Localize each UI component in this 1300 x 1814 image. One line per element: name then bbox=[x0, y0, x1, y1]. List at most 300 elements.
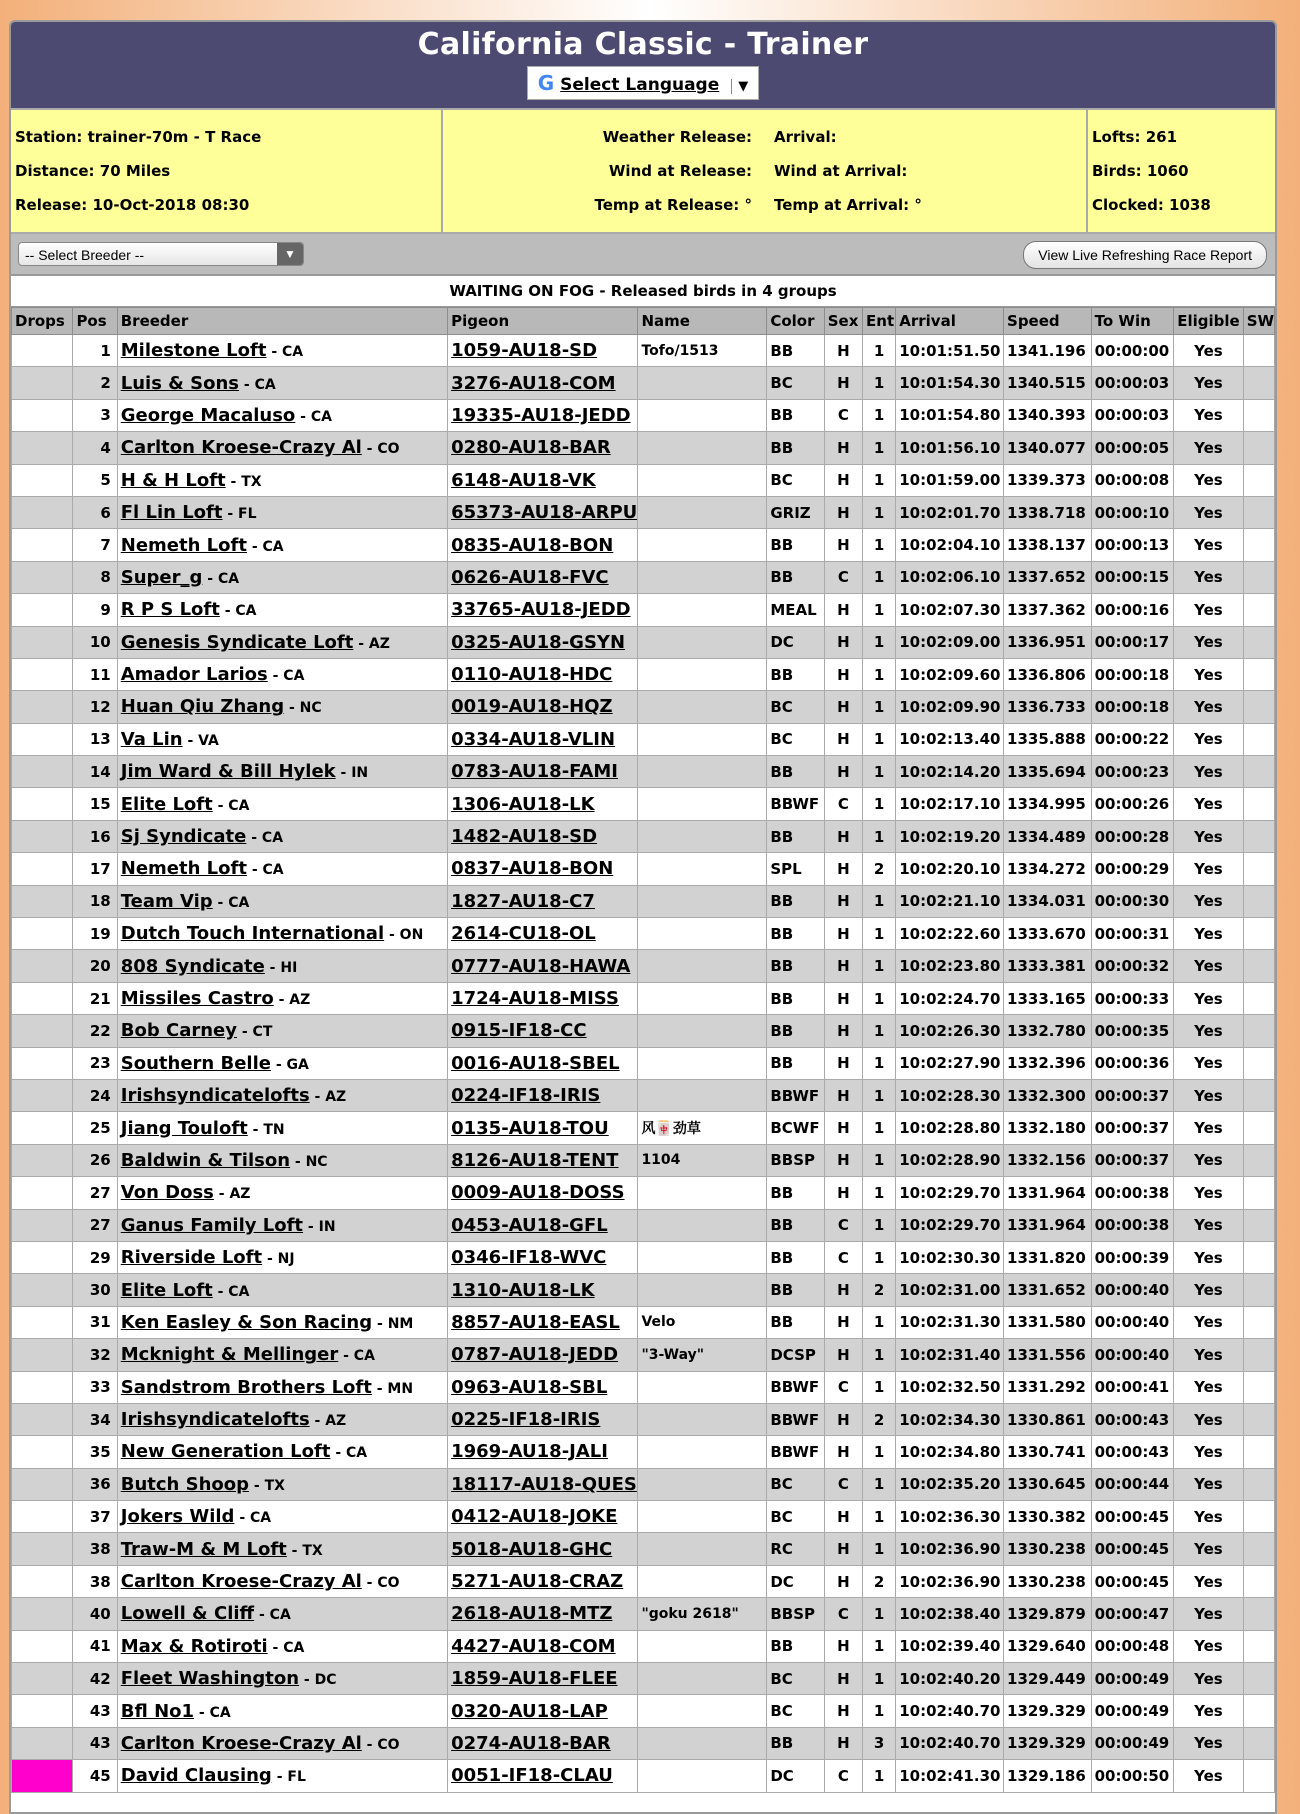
table-row bbox=[12, 1209, 1275, 1241]
position-cell: 12 bbox=[73, 691, 117, 723]
breeder-link[interactable]: Max & Rotiroti bbox=[120, 1635, 268, 1657]
table-row bbox=[12, 399, 1275, 431]
breeder-link[interactable]: Traw-M & M Loft bbox=[120, 1538, 287, 1560]
color-cell: BBWF bbox=[767, 1436, 824, 1468]
breeder-link[interactable]: Huan Qiu Zhang bbox=[120, 696, 285, 718]
entry-cell: 1 bbox=[863, 464, 896, 496]
breeder-cell bbox=[117, 1663, 447, 1695]
eligible-cell: Yes bbox=[1174, 820, 1243, 852]
to-win-cell: 00:00:03 bbox=[1091, 367, 1174, 399]
breeder-cell bbox=[117, 820, 447, 852]
sex-cell: H bbox=[824, 658, 862, 690]
arrival-cell: 10:02:35.20 bbox=[896, 1468, 1004, 1500]
sex-cell: C bbox=[824, 561, 862, 593]
pigeon-cell bbox=[448, 464, 638, 496]
to-win-cell: 00:00:49 bbox=[1091, 1695, 1174, 1727]
arrival-cell: 10:02:30.30 bbox=[896, 1241, 1004, 1273]
pigeon-link[interactable]: 1482-AU18-SD bbox=[451, 826, 598, 848]
eligible-cell: Yes bbox=[1174, 918, 1243, 950]
color-cell: BBWF bbox=[767, 1079, 824, 1111]
color-cell: BC bbox=[767, 367, 824, 399]
google-g-icon: G bbox=[537, 71, 555, 95]
eligible-cell: Yes bbox=[1174, 1598, 1243, 1630]
pigeon-cell bbox=[448, 691, 638, 723]
to-win-cell: 00:00:23 bbox=[1091, 756, 1174, 788]
breeder-state: - CA bbox=[338, 1348, 375, 1365]
position-cell: 15 bbox=[73, 788, 117, 820]
select-breeder-dropdown[interactable] bbox=[18, 242, 304, 266]
arrival-cell: 10:02:14.20 bbox=[896, 756, 1004, 788]
entry-cell: 1 bbox=[863, 788, 896, 820]
table-row bbox=[12, 658, 1275, 690]
pigeon-link[interactable]: 0051-IF18-CLAU bbox=[451, 1765, 613, 1787]
pigeon-link[interactable]: 0626-AU18-FVC bbox=[451, 566, 609, 588]
breeder-link[interactable]: Ken Easley & Son Racing bbox=[120, 1311, 373, 1333]
breeder-state: - TN bbox=[247, 1121, 285, 1138]
race-report-frame bbox=[9, 20, 1277, 1814]
pigeon-link[interactable]: 4427-AU18-COM bbox=[451, 1635, 616, 1657]
breeder-link[interactable]: Sj Syndicate bbox=[120, 826, 247, 848]
arrival-cell: 10:02:36.90 bbox=[896, 1533, 1004, 1565]
name-cell bbox=[638, 1663, 767, 1695]
arrival-cell: 10:02:06.10 bbox=[896, 561, 1004, 593]
position-cell: 35 bbox=[73, 1436, 117, 1468]
breeder-cell bbox=[117, 1630, 447, 1662]
pigeon-link[interactable]: 0009-AU18-DOSS bbox=[451, 1182, 625, 1204]
entry-cell: 1 bbox=[863, 820, 896, 852]
breeder-link[interactable]: Genesis Syndicate Loft bbox=[120, 631, 354, 653]
eligible-cell: Yes bbox=[1174, 1339, 1243, 1371]
pigeon-cell bbox=[448, 1339, 638, 1371]
pigeon-link[interactable]: 5018-AU18-GHC bbox=[451, 1538, 613, 1560]
pigeon-link[interactable]: 1724-AU18-MISS bbox=[451, 988, 619, 1009]
pigeon-link[interactable]: 8857-AU18-EASL bbox=[451, 1311, 620, 1333]
column-header-color: Color bbox=[767, 308, 824, 335]
arrival-cell: 10:02:21.10 bbox=[896, 885, 1004, 917]
pigeon-link[interactable]: 0783-AU18-FAMI bbox=[451, 761, 618, 783]
breeder-state: - CA bbox=[246, 862, 284, 879]
speed-cell: 1330.861 bbox=[1004, 1403, 1092, 1435]
color-cell: BBWF bbox=[767, 1403, 824, 1435]
drops-cell bbox=[12, 1663, 73, 1695]
breeder-cell bbox=[117, 1015, 447, 1047]
breeder-link[interactable]: Bfl No1 bbox=[120, 1700, 195, 1722]
breeder-link[interactable]: Team Vip bbox=[120, 890, 213, 912]
pigeon-link[interactable]: 0274-AU18-BAR bbox=[451, 1732, 611, 1754]
name-cell bbox=[638, 1403, 767, 1435]
column-header-pigeon: Pigeon bbox=[448, 308, 638, 335]
table-row bbox=[12, 1274, 1275, 1306]
color-cell: DCSP bbox=[767, 1339, 824, 1371]
select-language-dropdown[interactable] bbox=[527, 66, 760, 100]
breeder-cell bbox=[117, 496, 447, 528]
pigeon-link[interactable]: 0837-AU18-BON bbox=[451, 858, 614, 880]
birds-count: Birds: 1060 bbox=[1092, 162, 1189, 180]
drops-cell bbox=[12, 853, 73, 885]
pigeon-link[interactable]: 65373-AU18-ARPU bbox=[451, 502, 638, 524]
pigeon-link[interactable]: 0334-AU18-VLIN bbox=[451, 728, 616, 750]
speed-cell: 1339.373 bbox=[1004, 464, 1092, 496]
position-cell: 45 bbox=[73, 1760, 117, 1792]
sex-cell: H bbox=[824, 1403, 862, 1435]
drops-cell bbox=[12, 335, 73, 367]
breeder-cell bbox=[117, 1501, 447, 1533]
sw-cell bbox=[1243, 1079, 1274, 1111]
breeder-link[interactable]: H & H Loft bbox=[120, 469, 226, 491]
pigeon-cell bbox=[448, 399, 638, 431]
entry-cell: 1 bbox=[863, 1436, 896, 1468]
pigeon-link[interactable]: 1059-AU18-SD bbox=[451, 340, 598, 362]
arrival-cell: 10:01:51.50 bbox=[896, 335, 1004, 367]
distance: Distance: 70 Miles bbox=[15, 162, 171, 180]
speed-cell: 1330.382 bbox=[1004, 1501, 1092, 1533]
arrival-weather: Arrival: bbox=[774, 128, 837, 146]
position-cell: 20 bbox=[73, 950, 117, 982]
position-cell: 16 bbox=[73, 820, 117, 852]
breeder-link[interactable]: Mcknight & Mellinger bbox=[120, 1344, 339, 1366]
breeder-link[interactable]: Milestone Loft bbox=[120, 340, 267, 362]
pigeon-link[interactable]: 2618-AU18-MTZ bbox=[451, 1603, 613, 1625]
breeder-state: - CO bbox=[361, 1736, 400, 1753]
race-info-weather bbox=[443, 110, 1088, 232]
drops-cell bbox=[12, 1760, 73, 1792]
table-row bbox=[12, 1015, 1275, 1047]
station: Station: trainer-70m - T Race bbox=[15, 128, 262, 146]
breeder-link[interactable]: Missiles Castro bbox=[120, 988, 274, 1009]
breeder-link[interactable]: Elite Loft bbox=[120, 1279, 213, 1301]
sw-cell bbox=[1243, 496, 1274, 528]
color-cell: BBWF bbox=[767, 788, 824, 820]
pigeon-link[interactable]: 18117-AU18-QUES bbox=[451, 1473, 637, 1495]
pigeon-cell bbox=[448, 1371, 638, 1403]
pigeon-link[interactable]: 0346-IF18-WVC bbox=[451, 1247, 607, 1269]
pigeon-cell bbox=[448, 367, 638, 399]
pigeon-link[interactable]: 0453-AU18-GFL bbox=[451, 1214, 608, 1236]
table-row bbox=[12, 1339, 1275, 1371]
breeder-link[interactable]: Von Doss bbox=[120, 1182, 214, 1204]
pigeon-link[interactable]: 0915-IF18-CC bbox=[451, 1020, 587, 1042]
speed-cell: 1331.556 bbox=[1004, 1339, 1092, 1371]
eligible-cell: Yes bbox=[1174, 1403, 1243, 1435]
color-cell: RC bbox=[767, 1533, 824, 1565]
breeder-link[interactable]: Jim Ward & Bill Hylek bbox=[120, 761, 336, 783]
entry-cell: 1 bbox=[863, 1501, 896, 1533]
pigeon-link[interactable]: 0135-AU18-TOU bbox=[451, 1117, 609, 1139]
pigeon-link[interactable]: 0110-AU18-HDC bbox=[451, 664, 613, 686]
drops-cell bbox=[12, 756, 73, 788]
table-row bbox=[12, 1371, 1275, 1403]
breeder-cell bbox=[117, 1209, 447, 1241]
pigeon-link[interactable]: 1310-AU18-LK bbox=[451, 1279, 595, 1301]
breeder-state: - AZ bbox=[309, 1413, 347, 1430]
arrival-cell: 10:02:40.70 bbox=[896, 1695, 1004, 1727]
breeder-link[interactable]: Fl Lin Loft bbox=[120, 502, 223, 524]
breeder-link[interactable]: R P S Loft bbox=[120, 599, 220, 621]
name-cell bbox=[638, 626, 767, 658]
pigeon-cell bbox=[448, 1727, 638, 1759]
arrival-cell: 10:02:34.80 bbox=[896, 1436, 1004, 1468]
breeder-cell bbox=[117, 1339, 447, 1371]
pigeon-link[interactable]: 0325-AU18-GSYN bbox=[451, 631, 626, 653]
eligible-cell: Yes bbox=[1174, 1015, 1243, 1047]
pigeon-link[interactable]: 0019-AU18-HQZ bbox=[451, 696, 613, 718]
position-cell: 21 bbox=[73, 982, 117, 1014]
drop-marker bbox=[12, 1760, 72, 1791]
breeder-link[interactable]: Baldwin & Tilson bbox=[120, 1149, 291, 1171]
speed-cell: 1331.292 bbox=[1004, 1371, 1092, 1403]
breeder-cell bbox=[117, 1112, 447, 1144]
breeder-cell bbox=[117, 1274, 447, 1306]
breeder-link[interactable]: Jiang Touloft bbox=[120, 1117, 248, 1139]
breeder-link[interactable]: Nemeth Loft bbox=[120, 858, 247, 880]
pigeon-link[interactable]: 1306-AU18-LK bbox=[451, 793, 595, 815]
sw-cell bbox=[1243, 561, 1274, 593]
speed-cell: 1329.329 bbox=[1004, 1695, 1092, 1727]
sw-cell bbox=[1243, 658, 1274, 690]
drops-cell bbox=[12, 658, 73, 690]
entry-cell: 1 bbox=[863, 1630, 896, 1662]
sw-cell bbox=[1243, 1274, 1274, 1306]
breeder-link[interactable]: Lowell & Cliff bbox=[120, 1603, 255, 1625]
breeder-state: - IN bbox=[335, 765, 369, 782]
eligible-cell: Yes bbox=[1174, 1501, 1243, 1533]
to-win-cell: 00:00:13 bbox=[1091, 529, 1174, 561]
eligible-cell: Yes bbox=[1174, 1630, 1243, 1662]
breeder-link[interactable]: Elite Loft bbox=[120, 793, 213, 815]
pigeon-cell bbox=[448, 1533, 638, 1565]
sw-cell bbox=[1243, 594, 1274, 626]
breeder-link[interactable]: Carlton Kroese-Crazy Al bbox=[120, 1571, 362, 1593]
sw-cell bbox=[1243, 1501, 1274, 1533]
sex-cell: H bbox=[824, 626, 862, 658]
drops-cell bbox=[12, 1274, 73, 1306]
pigeon-link[interactable]: 2614-CU18-OL bbox=[451, 923, 596, 945]
arrival-cell: 10:02:09.60 bbox=[896, 658, 1004, 690]
sw-cell bbox=[1243, 399, 1274, 431]
name-cell bbox=[638, 1209, 767, 1241]
breeder-link[interactable]: 808 Syndicate bbox=[120, 955, 265, 977]
to-win-cell: 00:00:45 bbox=[1091, 1501, 1174, 1533]
color-cell: BB bbox=[767, 1209, 824, 1241]
pigeon-cell bbox=[448, 788, 638, 820]
pigeon-link[interactable]: 0320-AU18-LAP bbox=[451, 1700, 608, 1722]
live-report-button[interactable]: View Live Refreshing Race Report bbox=[1023, 241, 1267, 269]
speed-cell: 1338.718 bbox=[1004, 496, 1092, 528]
sex-cell: H bbox=[824, 1112, 862, 1144]
breeder-link[interactable]: Irishsyndicatelofts bbox=[120, 1409, 310, 1431]
pigeon-link[interactable]: 1827-AU18-C7 bbox=[451, 890, 595, 912]
sex-cell: H bbox=[824, 756, 862, 788]
pigeon-link[interactable]: 0280-AU18-BAR bbox=[451, 437, 611, 459]
position-cell: 3 bbox=[73, 399, 117, 431]
pigeon-link[interactable]: 6148-AU18-VK bbox=[451, 469, 596, 491]
breeder-state: - CA bbox=[246, 538, 284, 555]
pigeon-link[interactable]: 0412-AU18-JOKE bbox=[451, 1506, 618, 1528]
breeder-link[interactable]: George Macaluso bbox=[120, 404, 296, 426]
pigeon-link[interactable]: 33765-AU18-JEDD bbox=[451, 599, 631, 621]
position-cell: 34 bbox=[73, 1403, 117, 1435]
speed-cell: 1331.964 bbox=[1004, 1209, 1092, 1241]
breeder-link[interactable]: Dutch Touch International bbox=[120, 923, 385, 945]
breeder-cell bbox=[117, 1760, 447, 1792]
pigeon-link[interactable]: 3276-AU18-COM bbox=[451, 372, 616, 394]
name-cell bbox=[638, 723, 767, 755]
table-row bbox=[12, 1403, 1275, 1435]
pigeon-link[interactable]: 0835-AU18-BON bbox=[451, 534, 614, 556]
breeder-state: - HI bbox=[264, 959, 298, 976]
speed-cell: 1337.362 bbox=[1004, 594, 1092, 626]
breeder-link[interactable]: Fleet Washington bbox=[120, 1668, 300, 1690]
breeder-state: - NM bbox=[372, 1315, 414, 1332]
breeder-link[interactable]: Riverside Loft bbox=[120, 1247, 263, 1269]
entry-cell: 2 bbox=[863, 1403, 896, 1435]
to-win-cell: 00:00:44 bbox=[1091, 1468, 1174, 1500]
pigeon-link[interactable]: 0787-AU18-JEDD bbox=[451, 1344, 619, 1366]
pigeon-link[interactable]: 19335-AU18-JEDD bbox=[451, 404, 631, 426]
name-cell bbox=[638, 399, 767, 431]
eligible-cell: Yes bbox=[1174, 1760, 1243, 1792]
arrival-cell: 10:02:40.20 bbox=[896, 1663, 1004, 1695]
name-cell bbox=[638, 950, 767, 982]
pigeon-cell bbox=[448, 1047, 638, 1079]
arrival-cell: 10:02:31.40 bbox=[896, 1339, 1004, 1371]
pigeon-cell bbox=[448, 1598, 638, 1630]
entry-cell: 1 bbox=[863, 756, 896, 788]
pigeon-link[interactable]: 0016-AU18-SBEL bbox=[451, 1052, 620, 1074]
eligible-cell: Yes bbox=[1174, 561, 1243, 593]
sex-cell: H bbox=[824, 1501, 862, 1533]
arrival-cell: 10:02:19.20 bbox=[896, 820, 1004, 852]
arrival-cell: 10:02:26.30 bbox=[896, 1015, 1004, 1047]
select-language-label: Select Language bbox=[560, 75, 720, 95]
breeder-link[interactable]: New Generation Loft bbox=[120, 1441, 331, 1463]
color-cell: BC bbox=[767, 1663, 824, 1695]
column-header-breeder: Breeder bbox=[117, 308, 447, 335]
breeder-link[interactable]: Carlton Kroese-Crazy Al bbox=[120, 437, 362, 459]
to-win-cell: 00:00:16 bbox=[1091, 594, 1174, 626]
pigeon-link[interactable]: 0963-AU18-SBL bbox=[451, 1376, 608, 1398]
color-cell: BB bbox=[767, 756, 824, 788]
breeder-cell bbox=[117, 1727, 447, 1759]
breeder-link[interactable]: Ganus Family Loft bbox=[120, 1214, 304, 1236]
pigeon-link[interactable]: 0777-AU18-HAWA bbox=[451, 955, 631, 977]
position-cell: 43 bbox=[73, 1727, 117, 1759]
sw-cell bbox=[1243, 1727, 1274, 1759]
speed-cell: 1329.449 bbox=[1004, 1663, 1092, 1695]
breeder-cell bbox=[117, 561, 447, 593]
pigeon-cell bbox=[448, 1015, 638, 1047]
breeder-link[interactable]: Sandstrom Brothers Loft bbox=[120, 1376, 372, 1398]
color-cell: BB bbox=[767, 1274, 824, 1306]
color-cell: BBWF bbox=[767, 1371, 824, 1403]
breeder-link[interactable]: Butch Shoop bbox=[120, 1473, 250, 1495]
name-cell bbox=[638, 1436, 767, 1468]
breeder-link[interactable]: Va Lin bbox=[120, 728, 183, 750]
breeder-link[interactable]: David Clausing bbox=[120, 1765, 272, 1787]
breeder-link[interactable]: Luis & Sons bbox=[120, 372, 240, 394]
color-cell: BB bbox=[767, 658, 824, 690]
breeder-cell bbox=[117, 1241, 447, 1273]
speed-cell: 1333.670 bbox=[1004, 918, 1092, 950]
color-cell: SPL bbox=[767, 853, 824, 885]
table-row bbox=[12, 1079, 1275, 1111]
clocked-count: Clocked: 1038 bbox=[1092, 196, 1211, 214]
pigeon-link[interactable]: 8126-AU18-TENT bbox=[451, 1149, 619, 1171]
pigeon-cell bbox=[448, 1274, 638, 1306]
color-cell: DC bbox=[767, 626, 824, 658]
sex-cell: C bbox=[824, 1371, 862, 1403]
eligible-cell: Yes bbox=[1174, 1306, 1243, 1338]
name-cell bbox=[638, 496, 767, 528]
column-header-pos: Pos bbox=[73, 308, 117, 335]
sw-cell bbox=[1243, 1047, 1274, 1079]
breeder-link[interactable]: Bob Carney bbox=[120, 1020, 237, 1042]
name-cell bbox=[638, 1630, 767, 1662]
breeder-cell bbox=[117, 367, 447, 399]
sw-cell bbox=[1243, 723, 1274, 755]
breeder-link[interactable]: Nemeth Loft bbox=[120, 534, 247, 556]
to-win-cell: 00:00:38 bbox=[1091, 1209, 1174, 1241]
breeder-link[interactable]: Southern Belle bbox=[120, 1052, 271, 1074]
table-row bbox=[12, 1436, 1275, 1468]
eligible-cell: Yes bbox=[1174, 496, 1243, 528]
table-row bbox=[12, 885, 1275, 917]
breeder-state: - CT bbox=[236, 1024, 273, 1041]
to-win-cell: 00:00:22 bbox=[1091, 723, 1174, 755]
pigeon-link[interactable]: 0224-IF18-IRIS bbox=[451, 1085, 601, 1107]
arrival-cell: 10:02:17.10 bbox=[896, 788, 1004, 820]
eligible-cell: Yes bbox=[1174, 1663, 1243, 1695]
pigeon-cell bbox=[448, 1306, 638, 1338]
pigeon-link[interactable]: 5271-AU18-CRAZ bbox=[451, 1571, 624, 1593]
breeder-link[interactable]: Carlton Kroese-Crazy Al bbox=[120, 1732, 362, 1754]
breeder-link[interactable]: Super_g bbox=[120, 566, 203, 588]
table-row bbox=[12, 756, 1275, 788]
pigeon-cell bbox=[448, 1436, 638, 1468]
sex-cell: H bbox=[824, 1630, 862, 1662]
breeder-link[interactable]: Amador Larios bbox=[120, 664, 268, 686]
speed-cell: 1330.238 bbox=[1004, 1533, 1092, 1565]
arrival-cell: 10:02:01.70 bbox=[896, 496, 1004, 528]
pigeon-link[interactable]: 1969-AU18-JALI bbox=[451, 1441, 608, 1463]
name-cell bbox=[638, 853, 767, 885]
breeder-cell bbox=[117, 756, 447, 788]
pigeon-link[interactable]: 0225-IF18-IRIS bbox=[451, 1409, 601, 1431]
eligible-cell: Yes bbox=[1174, 1177, 1243, 1209]
drops-cell bbox=[12, 1695, 73, 1727]
to-win-cell: 00:00:10 bbox=[1091, 496, 1174, 528]
breeder-link[interactable]: Jokers Wild bbox=[120, 1506, 235, 1528]
to-win-cell: 00:00:49 bbox=[1091, 1727, 1174, 1759]
speed-cell: 1330.645 bbox=[1004, 1468, 1092, 1500]
sw-cell bbox=[1243, 982, 1274, 1014]
breeder-link[interactable]: Irishsyndicatelofts bbox=[120, 1085, 310, 1107]
sex-cell: C bbox=[824, 1209, 862, 1241]
sex-cell: H bbox=[824, 1339, 862, 1371]
drops-cell bbox=[12, 594, 73, 626]
breeder-cell bbox=[117, 335, 447, 367]
breeder-cell bbox=[117, 1533, 447, 1565]
entry-cell: 1 bbox=[863, 950, 896, 982]
entry-cell: 1 bbox=[863, 335, 896, 367]
drops-cell bbox=[12, 1727, 73, 1759]
name-cell bbox=[638, 1760, 767, 1792]
breeder-cell bbox=[117, 1695, 447, 1727]
speed-cell: 1330.238 bbox=[1004, 1565, 1092, 1597]
sw-cell bbox=[1243, 756, 1274, 788]
to-win-cell: 00:00:32 bbox=[1091, 950, 1174, 982]
pigeon-link[interactable]: 1859-AU18-FLEE bbox=[451, 1668, 618, 1690]
